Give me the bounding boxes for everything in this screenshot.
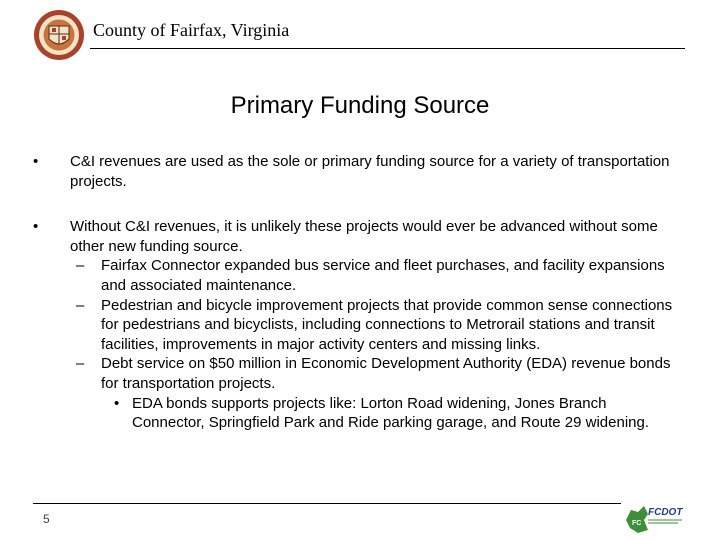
bullet-list [33, 152, 683, 433]
dash-marker: – [76, 355, 85, 373]
sub-sub-bullet-item [33, 394, 683, 433]
footer-divider [33, 503, 621, 504]
bullet-item [33, 217, 683, 256]
sub-bullet-text: Fairfax Connector expanded bus service and fleet purchases, and facility expansions and associated maintenance. [101, 257, 665, 294]
sub-bullet-item [33, 354, 683, 393]
dash-marker: – [76, 296, 85, 314]
bullet-marker: • [33, 153, 39, 170]
slide-title: Primary Funding Source [230, 92, 490, 119]
sub-bullet-text: Pedestrian and bicycle improvement projects that provide common sense connections for pedestrians and bicyclists, including connections to Metrorail stations and transit facilities, improvements in major activity centers and missing links. [101, 296, 673, 353]
sub-sub-bullet-text: EDA bonds supports projects like: Lorton Road widening, Jones Branch Connector, Springfield Park and Ride parking garage, and Route 29 widening. [132, 394, 650, 432]
header-divider [90, 48, 685, 49]
sub-bullet-item [33, 296, 683, 355]
fcdot-logo-icon [622, 500, 686, 536]
page-number: 5 [43, 512, 50, 526]
bullet-text: C&I revenues are used as the sole or primary funding source for a variety of transportation projects. [70, 153, 670, 190]
bullet-marker: • [33, 218, 39, 236]
bullet-text: Without C&I revenues, it is unlikely these projects would ever be advanced without some other new funding source. [70, 218, 658, 255]
bullet-marker: • [114, 394, 120, 412]
bullet-item [33, 152, 683, 191]
county-seal-icon [33, 9, 85, 61]
county-name: County of Fairfax, Virginia [93, 20, 290, 40]
dash-marker: – [76, 257, 85, 275]
logo-wordmark: FCDOT [648, 507, 683, 518]
sub-bullet-item [33, 256, 683, 295]
sub-bullet-text: Debt service on $50 million in Economic Development Authority (EDA) revenue bonds for transportation projects. [101, 355, 671, 392]
svg-text:FC: FC [632, 520, 642, 527]
